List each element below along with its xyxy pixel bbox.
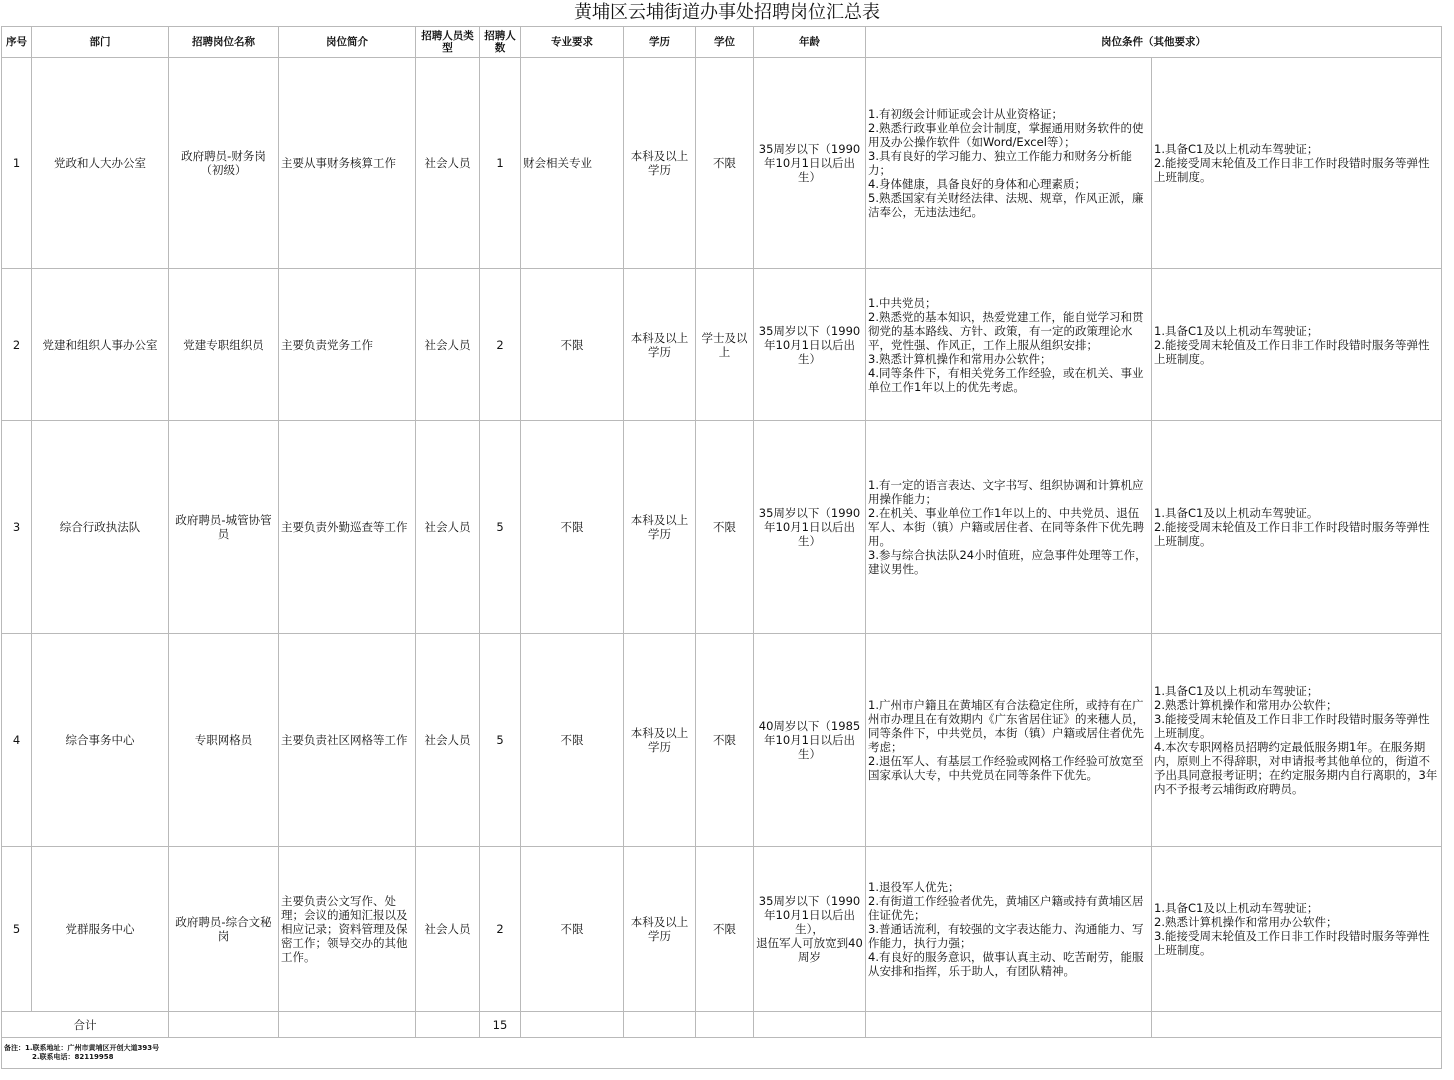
cell-education: 本科及以上学历 xyxy=(624,421,696,634)
cell-position: 专职网格员 xyxy=(169,634,279,847)
cell-age: 40周岁以下（1985年10月1日以后出生） xyxy=(754,634,866,847)
cell-count: 5 xyxy=(480,634,521,847)
header-dept: 部门 xyxy=(32,27,169,58)
header-other: 岗位条件（其他要求） xyxy=(866,27,1442,58)
cell-intro: 主要负责公文写作、处理；会议的通知汇报以及相应记录；资料管理及保密工作；领导交办的其他工作。 xyxy=(279,847,416,1012)
cell-position: 政府聘员-财务岗（初级） xyxy=(169,58,279,269)
cell-age: 35周岁以下（1990年10月1日以后出生） xyxy=(754,58,866,269)
cell-dept: 综合行政执法队 xyxy=(32,421,169,634)
table-row xyxy=(2,847,1442,1012)
header-row xyxy=(2,27,1442,58)
cell-conditions: 1.有初级会计师证或会计从业资格证； 2.熟悉行政事业单位会计制度，掌握通用财务软件的使用及办公操作软件（如Word/Excel等）； 3.具有良好的学习能力、独立工作能力和财务分析能力； 4.身体健康，具备良好的身体和心理素质； 5.熟悉国家有关财经法律、法规、规章，作风正派，廉洁奉公，无违法违纪。 xyxy=(866,58,1152,269)
table-row xyxy=(2,269,1442,421)
cell-education: 本科及以上学历 xyxy=(624,58,696,269)
cell-degree: 不限 xyxy=(696,847,754,1012)
cell-other-requirements: 1.具备C1及以上机动车驾驶证； 2.能接受周末轮值及工作日非工作时段错时服务等弹性上班制度。 xyxy=(1152,58,1442,269)
remark-phone: 2.联系电话：82119958 xyxy=(32,1053,114,1061)
empty-cell xyxy=(416,1012,480,1038)
recruitment-table xyxy=(1,26,1442,1069)
cell-intro: 主要负责党务工作 xyxy=(279,269,416,421)
cell-conditions: 1.广州市户籍且在黄埔区有合法稳定住所，或持有在广州市办理且在有效期内《广东省居住证》的来穗人员，同等条件下，中共党员，本街（镇）户籍或居住者优先考虑； 2.退伍军人、有基层工作经验或网格工作经验可放宽至国家承认大专，中共党员在同等条件下优先。 xyxy=(866,634,1152,847)
empty-cell xyxy=(696,1012,754,1038)
cell-type: 社会人员 xyxy=(416,421,480,634)
cell-major: 不限 xyxy=(521,269,624,421)
cell-age: 35周岁以下（1990年10月1日以后出生） xyxy=(754,269,866,421)
cell-count: 2 xyxy=(480,847,521,1012)
cell-type: 社会人员 xyxy=(416,634,480,847)
remark-cell xyxy=(2,1038,1442,1069)
empty-cell xyxy=(754,1012,866,1038)
total-row xyxy=(2,1012,1442,1038)
cell-degree: 学士及以上 xyxy=(696,269,754,421)
empty-cell xyxy=(866,1012,1152,1038)
cell-seq: 2 xyxy=(2,269,32,421)
cell-type: 社会人员 xyxy=(416,269,480,421)
cell-seq: 1 xyxy=(2,58,32,269)
remark-address: 1.联系地址：广州市黄埔区开创大道393号 xyxy=(25,1044,160,1052)
cell-other-requirements: 1.具备C1及以上机动车驾驶证； 2.熟悉计算机操作和常用办公软件； 3.能接受周末轮值及工作日非工作时段错时服务等弹性上班制度。 xyxy=(1152,847,1442,1012)
cell-degree: 不限 xyxy=(696,634,754,847)
cell-dept: 综合事务中心 xyxy=(32,634,169,847)
cell-intro: 主要负责社区网格等工作 xyxy=(279,634,416,847)
cell-conditions: 1.退役军人优先； 2.有街道工作经验者优先，黄埔区户籍或持有黄埔区居住证优先； 3.普通话流利，有较强的文字表达能力、沟通能力、写作能力，执行力强； 4.有良好的服务意识，做事认真主动、吃苦耐劳，能服从安排和指挥，乐于助人，有团队精神。 xyxy=(866,847,1152,1012)
empty-cell xyxy=(169,1012,279,1038)
cell-degree: 不限 xyxy=(696,421,754,634)
cell-seq: 3 xyxy=(2,421,32,634)
cell-dept: 党建和组织人事办公室 xyxy=(32,269,169,421)
header-seq: 序号 xyxy=(2,27,32,58)
cell-dept: 党群服务中心 xyxy=(32,847,169,1012)
header-degree: 学位 xyxy=(696,27,754,58)
cell-major: 不限 xyxy=(521,634,624,847)
table-row xyxy=(2,421,1442,634)
header-age: 年龄 xyxy=(754,27,866,58)
empty-cell xyxy=(279,1012,416,1038)
header-count: 招聘人数 xyxy=(480,27,521,58)
cell-age: 35周岁以下（1990年10月1日以后出生） xyxy=(754,421,866,634)
total-label: 合计 xyxy=(2,1012,169,1038)
cell-type: 社会人员 xyxy=(416,58,480,269)
cell-seq: 5 xyxy=(2,847,32,1012)
cell-position: 党建专职组织员 xyxy=(169,269,279,421)
cell-count: 1 xyxy=(480,58,521,269)
cell-intro: 主要从事财务核算工作 xyxy=(279,58,416,269)
cell-type: 社会人员 xyxy=(416,847,480,1012)
empty-cell xyxy=(521,1012,624,1038)
cell-count: 5 xyxy=(480,421,521,634)
header-intro: 岗位简介 xyxy=(279,27,416,58)
table-row xyxy=(2,58,1442,269)
cell-major: 不限 xyxy=(521,421,624,634)
cell-position: 政府聘员-综合文秘岗 xyxy=(169,847,279,1012)
cell-conditions: 1.中共党员； 2.熟悉党的基本知识，热爱党建工作，能自觉学习和贯彻党的基本路线、方针、政策，有一定的政策理论水平，党性强、作风正，工作上服从组织安排； 3.熟悉计算机操作和常用办公软件； 4.同等条件下，有相关党务工作经验，或在机关、事业单位工作1年以上的优先考虑。 xyxy=(866,269,1152,421)
table-row xyxy=(2,634,1442,847)
cell-conditions: 1.有一定的语言表达、文字书写、组织协调和计算机应用操作能力； 2.在机关、事业单位工作1年以上的、中共党员、退伍军人、本街（镇）户籍或居住者、在同等条件下优先聘用。 3.参与综合执法队24小时值班，应急事件处理等工作，建议男性。 xyxy=(866,421,1152,634)
cell-other-requirements: 1.具备C1及以上机动车驾驶证。 2.能接受周末轮值及工作日非工作时段错时服务等弹性上班制度。 xyxy=(1152,421,1442,634)
cell-seq: 4 xyxy=(2,634,32,847)
page-title: 黄埔区云埔街道办事处招聘岗位汇总表 xyxy=(574,2,880,23)
cell-age: 35周岁以下（1990年10月1日以后出生）， 退伍军人可放宽到40周岁 xyxy=(754,847,866,1012)
remark-row xyxy=(2,1038,1442,1069)
cell-education: 本科及以上学历 xyxy=(624,847,696,1012)
cell-other-requirements: 1.具备C1及以上机动车驾驶证； 2.能接受周末轮值及工作日非工作时段错时服务等弹性上班制度。 xyxy=(1152,269,1442,421)
cell-education: 本科及以上学历 xyxy=(624,269,696,421)
empty-cell xyxy=(624,1012,696,1038)
header-major: 专业要求 xyxy=(521,27,624,58)
cell-intro: 主要负责外勤巡查等工作 xyxy=(279,421,416,634)
empty-cell xyxy=(1152,1012,1442,1038)
cell-degree: 不限 xyxy=(696,58,754,269)
cell-education: 本科及以上学历 xyxy=(624,634,696,847)
header-type: 招聘人员类型 xyxy=(416,27,480,58)
remark-prefix: 备注： xyxy=(4,1044,25,1052)
cell-count: 2 xyxy=(480,269,521,421)
cell-major: 财会相关专业 xyxy=(521,58,624,269)
cell-dept: 党政和人大办公室 xyxy=(32,58,169,269)
total-count: 15 xyxy=(480,1012,521,1038)
header-education: 学历 xyxy=(624,27,696,58)
header-position: 招聘岗位名称 xyxy=(169,27,279,58)
cell-position: 政府聘员-城管协管员 xyxy=(169,421,279,634)
cell-other-requirements: 1.具备C1及以上机动车驾驶证； 2.熟悉计算机操作和常用办公软件； 3.能接受周末轮值及工作日非工作时段错时服务等弹性上班制度。 4.本次专职网格员招聘约定最低服务期1年。在服务期内，原则上不得辞职，对申请报考其他单位的，街道不予出具同意报考证明；在约定服务期内自行离职的，3年内不予报考云埔街政府聘员。 xyxy=(1152,634,1442,847)
cell-major: 不限 xyxy=(521,847,624,1012)
